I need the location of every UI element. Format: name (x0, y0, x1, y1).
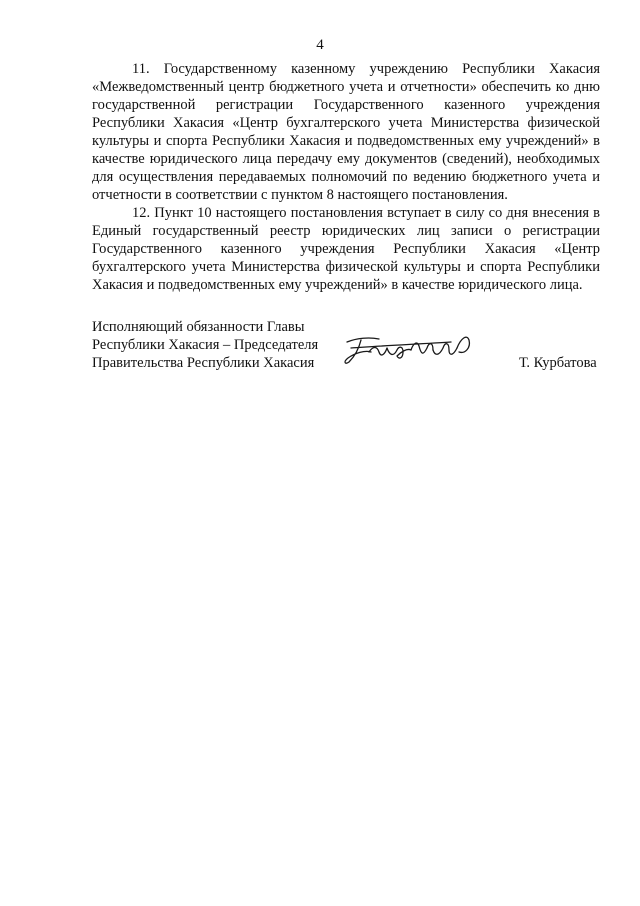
paragraph-11: 11. Государственному казенному учреждению Республики Хакасия «Межведомственный центр бюджетного учета и отчетности» обеспечить ко дню государственной регистрации Государственного казенного учреждения Республики Хакасия «Центр бухгалтерского учета Министерства физической культуры и спорта Республики Хакасия и подведомственных ему учреждений» в качестве юридического лица передачу ему документов (сведений), необходимых для осуществления передаваемых полномочий по ведению бюджетного учета и отчетности в соответствии с пунктом 8 настоящего постановления. (92, 61, 600, 203)
signatory-position (92, 318, 352, 372)
document-body (92, 60, 600, 294)
handwritten-signature (339, 328, 479, 368)
signatory-position-line: Правительства Республики Хакасия (92, 355, 315, 371)
signature-block (92, 318, 612, 388)
signatory-position-line: Республики Хакасия – Председателя (92, 337, 319, 353)
page-number: 4 (316, 37, 324, 53)
signatory-name: Т. Курбатова (519, 355, 597, 371)
paragraph-12: 12. Пункт 10 настоящего постановления вступает в силу со дня внесения в Единый государственный реестр юридических лиц записи о регистрации Государственного казенного учреждения Республики Хакасия «Центр бухгалтерского учета Министерства физической культуры и спорта Республики Хакасия и подведомственных ему учреждений» в качестве юридического лица. (92, 205, 600, 293)
signatory-position-line: Исполняющий обязанности Главы (92, 319, 305, 335)
